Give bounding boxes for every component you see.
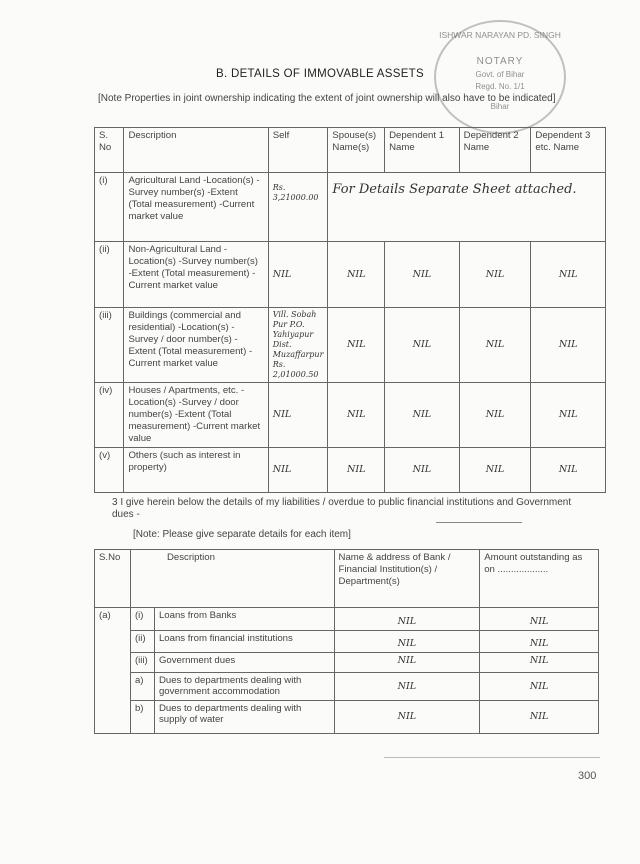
table-row <box>95 242 606 308</box>
row-amount-value: NIL <box>480 608 599 631</box>
row-amount-value: NIL <box>480 653 599 673</box>
header-description: Description <box>124 128 268 173</box>
bottom-rule <box>384 757 600 758</box>
row-description: Agricultural Land -Location(s) -Survey number(s) -Extent (Total measurement) -Current market value <box>124 173 268 242</box>
row-amount-value: NIL <box>480 701 599 734</box>
table-row <box>95 608 599 631</box>
liabilities-table <box>94 549 599 734</box>
row-spouse-value: NIL <box>328 448 385 493</box>
row-description: Others (such as interest in property) <box>124 448 268 493</box>
row-dependent-2-value: NIL <box>459 448 531 493</box>
header-bank: Name & address of Bank / Financial Institution(s) / Department(s) <box>334 550 480 608</box>
separate-details-note: [Note: Please give separate details for each item] <box>133 529 351 540</box>
table-header-row <box>95 128 606 173</box>
row-dependent-3-value: NIL <box>531 308 606 383</box>
table-row <box>95 308 606 383</box>
row-self-value: NIL <box>268 383 328 448</box>
handwritten-underline <box>436 522 522 523</box>
row-bank-value: NIL <box>334 673 480 701</box>
row-description: Loans from financial institutions <box>154 631 334 653</box>
row-dependent-1-value: NIL <box>385 448 460 493</box>
row-sub-number: (iii) <box>130 653 154 673</box>
stamp-line1: Govt. of Bihar <box>475 70 525 79</box>
row-bank-value: NIL <box>334 608 480 631</box>
row-sno: (ii) <box>95 242 124 308</box>
header-spouse: Spouse(s) Name(s) <box>328 128 385 173</box>
stamp-title: NOTARY <box>476 56 524 67</box>
row-dependent-3-value: NIL <box>531 383 606 448</box>
group-sno: (a) <box>95 608 131 734</box>
row-description: Government dues <box>154 653 334 673</box>
row-description: Houses / Apartments, etc. -Location(s) -Survey / door number(s) -Extent (Total measurement) -Current market value <box>124 383 268 448</box>
row-self-value: Vill. Sobah Pur P.O. Yahiyapur Dist. Muzaffarpur Rs. 2,01000.50 <box>268 308 328 383</box>
joint-ownership-note: [Note Properties in joint ownership indicating the extent of joint ownership will also have to be indicated] <box>98 93 556 104</box>
row-bank-value: NIL <box>334 631 480 653</box>
header-self: Self <box>268 128 328 173</box>
row-dependent-3-value: NIL <box>531 242 606 308</box>
header-sno: S. No <box>95 128 124 173</box>
row-spouse-value: NIL <box>328 242 385 308</box>
table-row <box>95 653 599 673</box>
section-heading: B. DETAILS OF IMMOVABLE ASSETS <box>216 68 424 80</box>
row-dependent-3-value: NIL <box>531 448 606 493</box>
row-dependent-1-value: NIL <box>385 383 460 448</box>
row-self-value: NIL <box>268 242 328 308</box>
row-sno: (iv) <box>95 383 124 448</box>
header-sno: S.No <box>95 550 131 608</box>
row-sno: (i) <box>95 173 124 242</box>
header-dependent-2: Dependent 2 Name <box>459 128 531 173</box>
row-sno: (iii) <box>95 308 124 383</box>
row-description: Dues to departments dealing with government accommodation <box>154 673 334 701</box>
stamp-line2: Regd. No. 1/1 <box>475 82 525 91</box>
row-self-value: NIL <box>268 448 328 493</box>
row-dependent-2-value: NIL <box>459 383 531 448</box>
row-separate-sheet-note: For Details Separate Sheet attached. <box>328 173 606 242</box>
row-description: Loans from Banks <box>154 608 334 631</box>
row-self-value: Rs. 3,21000.00 <box>268 173 328 242</box>
row-spouse-value: NIL <box>328 383 385 448</box>
row-bank-value: NIL <box>334 701 480 734</box>
table-header-row <box>95 550 599 608</box>
table-row <box>95 448 606 493</box>
table-row <box>95 631 599 653</box>
immovable-assets-table <box>94 127 606 493</box>
row-dependent-2-value: NIL <box>459 308 531 383</box>
row-sub-number: (i) <box>130 608 154 631</box>
row-spouse-value: NIL <box>328 308 385 383</box>
row-sub-number: a) <box>130 673 154 701</box>
row-dependent-1-value: NIL <box>385 308 460 383</box>
stamp-name: ISHWAR NARAYAN PD. SINGH <box>439 30 561 40</box>
header-dependent-1: Dependent 1 Name <box>385 128 460 173</box>
row-description: Non-Agricultural Land -Location(s) -Survey number(s) -Extent (Total measurement) -Current market value <box>124 242 268 308</box>
table-row <box>95 673 599 701</box>
row-sno: (v) <box>95 448 124 493</box>
row-description: Dues to departments dealing with supply of water <box>154 701 334 734</box>
row-description: Buildings (commercial and residential) -Location(s) -Survey / door number(s) -Extent (Total measurement) -Current market value <box>124 308 268 383</box>
page-number: 300 <box>578 770 597 782</box>
table-row <box>95 173 606 242</box>
table-row <box>95 701 599 734</box>
header-amount: Amount outstanding as on ................... <box>480 550 599 608</box>
table-row <box>95 383 606 448</box>
stamp-line3: Bihar <box>490 102 510 111</box>
header-dependent-3: Dependent 3 etc. Name <box>531 128 606 173</box>
row-sub-number: b) <box>130 701 154 734</box>
liabilities-intro: 3 I give herein below the details of my liabilities / overdue to public financial institutions and Government dues - <box>112 497 572 520</box>
row-bank-value: NIL <box>334 653 480 673</box>
header-description: Description <box>130 550 334 608</box>
row-amount-value: NIL <box>480 631 599 653</box>
row-amount-value: NIL <box>480 673 599 701</box>
row-dependent-2-value: NIL <box>459 242 531 308</box>
row-sub-number: (ii) <box>130 631 154 653</box>
row-dependent-1-value: NIL <box>385 242 460 308</box>
